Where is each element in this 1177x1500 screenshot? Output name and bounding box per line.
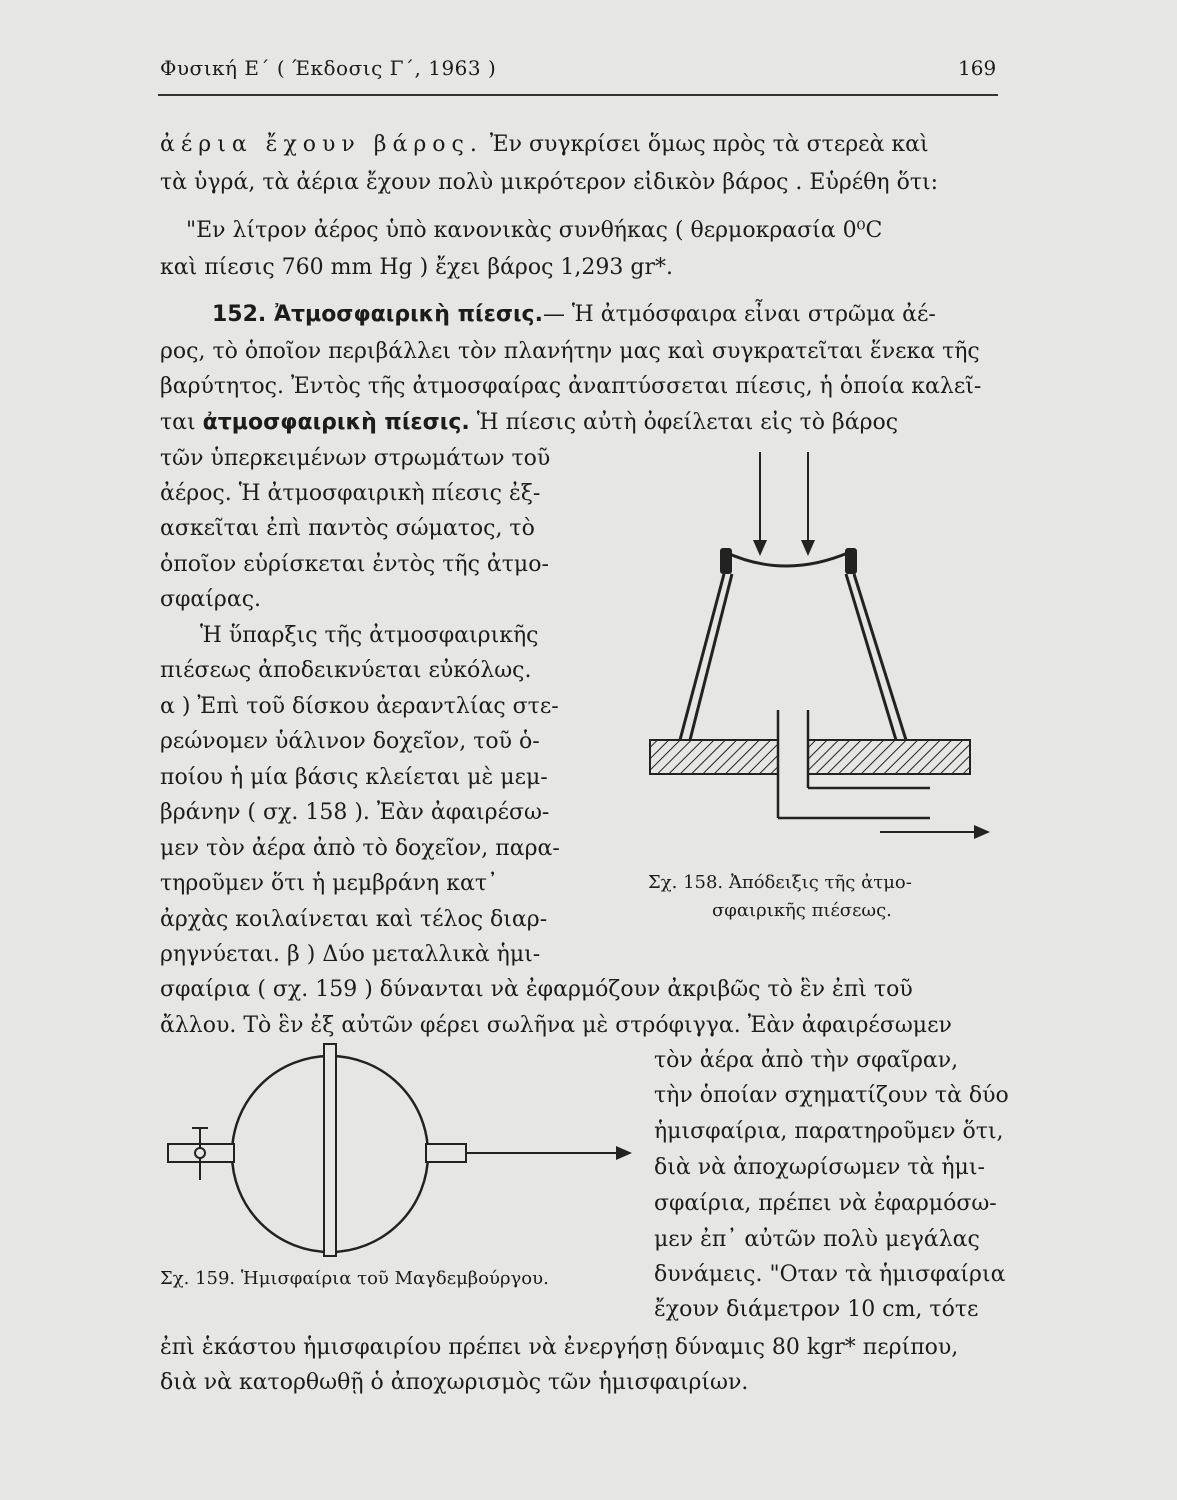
right-col-line: διὰ νὰ ἀποχωρίσωμεν τὰ ἡμι- (654, 1155, 985, 1180)
figure-158-diagram (640, 440, 1000, 880)
narrow-line: τῶν ὑπερκειμένων στρωμάτων τοῦ (160, 446, 551, 471)
figure-158-caption-1: Σχ. 158. Ἀπόδειξις τῆς ἀτμο- (648, 872, 912, 893)
intro-line-1: ἀέρια ἔχουν βάρος. Ἐν συγκρίσει ὅμως πρὸς τὰ στερεὰ καὶ (160, 132, 929, 157)
narrow-line: ρηγνύεται. β ) Δύο μεταλλικὰ ἡμι- (160, 942, 541, 967)
narrow-line: ρεώνομεν ὑάλινον δοχεῖον, τοῦ ὁ- (160, 729, 540, 754)
section-line-4: ται ἀτμοσφαιρικὴ πίεσις. Ἡ πίεσις αὐτὴ ὀφείλεται εἰς τὸ βάρος (160, 410, 899, 435)
narrow-line: Ἡ ὕπαρξις τῆς ἀτμοσφαιρικῆς (200, 623, 539, 648)
running-header: Φυσική Ε΄ ( Έκδοσις Γ΄, 1963 ) (160, 56, 497, 80)
figure-159-caption: Σχ. 159. Ἡμισφαίρια τοῦ Μαγδεμβούργου. (160, 1268, 549, 1289)
intro-line-4: καὶ πίεσις 760 mm Hg ) ἔχει βάρος 1,293 gr*. (160, 255, 673, 280)
final-line: ἐπὶ ἑκάστου ἡμισφαιρίου πρέπει νὰ ἐνεργήσῃ δύναμις 80 kgr* περίπου, (160, 1335, 959, 1360)
narrow-line: ποίου ἡ μία βάσις κλείεται μὲ μεμ- (160, 765, 548, 790)
final-line: διὰ νὰ κατορθωθῇ ὁ ἀποχωρισμὸς τῶν ἡμισφαιρίων. (160, 1370, 749, 1395)
spaced-phrase: ἀέρια ἔχουν βάρος. (160, 132, 483, 157)
figure-158-caption-2: σφαιρικῆς πιέσεως. (712, 900, 892, 921)
narrow-line: σφαίρας. (160, 587, 262, 612)
narrow-line: τηροῦμεν ὅτι ἡ μεμβράνη κατ᾽ (160, 871, 499, 896)
narrow-line: ὁποῖον εὑρίσκεται ἐντὸς τῆς ἀτμο- (160, 552, 549, 577)
section-line-3: βαρύτητος. Ἐντὸς τῆς ἀτμοσφαίρας ἀναπτύσσεται πίεσις, ἡ ὁποία καλεῖ- (160, 374, 982, 399)
intro-line-3: "Εν λίτρον ἀέρος ὑπὸ κανονικὰς συνθήκας ( θερμοκρασία 0⁰C (186, 218, 883, 243)
page-number: 169 (958, 56, 997, 80)
term-atmospheric-pressure: ἀτμοσφαιρικὴ πίεσις. (202, 410, 470, 435)
right-col-line: δυνάμεις. "Οταν τὰ ἡμισφαίρια (654, 1262, 1006, 1287)
right-col-line: ἡμισφαίρια, παρατηροῦμεν ὅτι, (654, 1119, 1004, 1144)
right-col-line: ἔχουν διάμετρον 10 cm, τότε (654, 1297, 979, 1322)
narrow-line: α ) Ἐπὶ τοῦ δίσκου ἀεραντλίας στε- (160, 694, 559, 719)
right-col-line: μεν ἐπ᾽ αὐτῶν πολὺ μεγάλας (654, 1227, 980, 1252)
section-first-line: 152. Ἀτμοσφαιρικὴ πίεσις.— Ἡ ἀτμόσφαιρα εἶναι στρῶμα ἀέ- (212, 302, 936, 327)
wide-line: ἄλλου. Τὸ ἓν ἐξ αὐτῶν φέρει σωλῆνα μὲ στρόφιγγα. Ἐὰν ἀφαιρέσωμεν (160, 1013, 952, 1038)
narrow-line: ἀρχὰς κοιλαίνεται καὶ τέλος διαρ- (160, 907, 548, 932)
intro-line-2: τὰ ὑγρά, τὰ ἀέρια ἔχουν πολὺ μικρότερον εἰδικὸν βάρος . Εὑρέθη ὅτι: (160, 170, 939, 195)
section-title: 152. Ἀτμοσφαιρικὴ πίεσις. (212, 302, 543, 327)
right-col-line: τὸν ἀέρα ἀπὸ τὴν σφαῖραν, (654, 1048, 959, 1073)
narrow-line: ασκεῖται ἐπὶ παντὸς σώματος, τὸ (160, 516, 535, 541)
narrow-line: μεν τὸν ἀέρα ἀπὸ τὸ δοχεῖον, παρα- (160, 836, 560, 861)
right-col-line: σφαίρια, πρέπει νὰ ἐφαρμόσω- (654, 1191, 997, 1216)
narrow-line: βράνην ( σχ. 158 ). Ἐὰν ἀφαιρέσω- (160, 800, 550, 825)
right-col-line: τὴν ὁποίαν σχηματίζουν τὰ δύο (654, 1083, 1009, 1108)
narrow-line: πιέσεως ἀποδεικνύεται εὐκόλως. (160, 658, 532, 683)
header-rule (158, 94, 998, 96)
wide-line: σφαίρια ( σχ. 159 ) δύνανται νὰ ἐφαρμόζουν ἀκριβῶς τὸ ἓν ἐπὶ τοῦ (160, 977, 913, 1002)
figure-159-diagram (160, 1040, 650, 1270)
narrow-line: ἀέρος. Ἡ ἀτμοσφαιρικὴ πίεσις ἐξ- (160, 481, 541, 506)
section-line-2: ρος, τὸ ὁποῖον περιβάλλει τὸν πλανήτην μας καὶ συγκρατεῖται ἕνεκα τῆς (160, 339, 980, 364)
